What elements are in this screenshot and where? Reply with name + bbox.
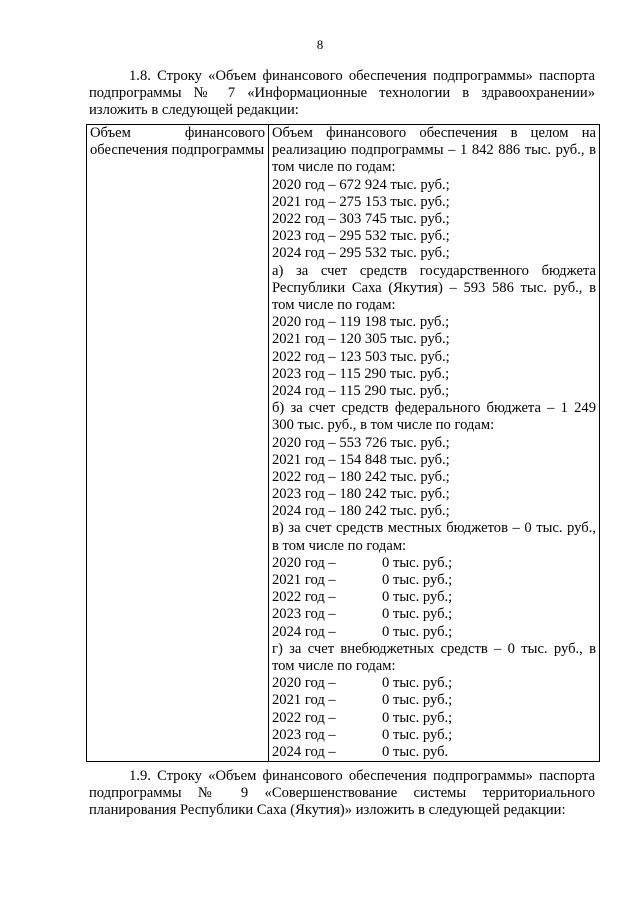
label-text: Объем финансового обеспечения подпрограммы (90, 125, 265, 159)
year-row (272, 710, 596, 727)
year-amount: 0 тыс. руб.; (382, 572, 453, 589)
year-row: 2022 год – 303 745 тыс. руб.; (272, 210, 450, 227)
year-row: 2020 год – 553 726 тыс. руб.; (272, 434, 450, 451)
year-row (272, 692, 596, 709)
total-text: Объем финансового обеспечения в целом на реализацию подпрограммы – 1 842 886 тыс. руб., в том числе по годам: (272, 125, 596, 176)
year-row: 2022 год – 180 242 тыс. руб.; (272, 468, 450, 485)
year-label: 2022 год – (272, 709, 336, 726)
table-row (87, 125, 600, 762)
year-label: 2023 год – (272, 726, 336, 743)
year-label: 2021 год – (272, 692, 336, 709)
extrabudgetary-rows (272, 675, 596, 761)
content-cell (269, 125, 600, 762)
year-row (272, 727, 596, 744)
year-amount: 0 тыс. руб.; (382, 692, 453, 709)
year-amount: 0 тыс. руб.; (382, 726, 453, 743)
paragraph-1-9-text: 1.9. Строку «Объем финансового обеспечения подпрограммы» паспорта подпрограммы № 9 «Совершенствование системы территориального планирования Республики Саха (Якутия)» изложить в следующей редакции: (89, 768, 595, 819)
year-row (272, 572, 596, 589)
year-amount: 0 тыс. руб.; (382, 675, 453, 692)
year-row: 2020 год – 672 924 тыс. руб.; (272, 176, 450, 193)
year-label: 2021 год – (272, 572, 336, 589)
year-row: 2021 год – 154 848 тыс. руб.; (272, 451, 450, 468)
year-row: 2023 год – 180 242 тыс. руб.; (272, 486, 450, 503)
year-label: 2022 год – (272, 589, 336, 606)
paragraph-1-8 (89, 68, 595, 120)
local-budget-text: в) за счет средств местных бюджетов – 0 тыс. руб., в том числе по годам: (272, 520, 596, 554)
state-budget-rows (272, 314, 596, 400)
year-label: 2020 год – (272, 675, 336, 692)
year-row (272, 555, 596, 572)
year-row: 2024 год – 115 290 тыс. руб.; (272, 382, 450, 399)
year-row: 2020 год – 119 198 тыс. руб.; (272, 314, 450, 331)
year-row: 2023 год – 295 532 тыс. руб.; (272, 228, 450, 245)
year-label: 2023 год – (272, 606, 336, 623)
local-budget-rows (272, 555, 596, 641)
year-row: 2024 год – 180 242 тыс. руб.; (272, 503, 450, 520)
year-row (272, 606, 596, 623)
year-row (272, 624, 596, 641)
year-label: 2020 год – (272, 554, 336, 571)
year-amount: 0 тыс. руб.; (382, 554, 453, 571)
page-number: 8 (316, 37, 324, 52)
year-amount: 0 тыс. руб.; (382, 709, 453, 726)
year-row (272, 675, 596, 692)
total-rows (272, 177, 596, 263)
year-row (272, 589, 596, 606)
year-amount: 0 тыс. руб.; (382, 606, 453, 623)
label-cell (87, 125, 269, 762)
state-budget-text: а) за счет средств государственного бюджета Республики Саха (Якутия) – 593 586 тыс. руб., в том числе по годам: (272, 262, 596, 313)
passport-table (86, 124, 600, 762)
year-label: 2024 год – (272, 623, 336, 640)
year-label: 2024 год – (272, 743, 336, 760)
year-amount: 0 тыс. руб.; (382, 589, 453, 606)
year-row: 2021 год – 275 153 тыс. руб.; (272, 193, 450, 210)
year-amount: 0 тыс. руб. (382, 743, 449, 760)
year-amount: 0 тыс. руб.; (382, 623, 453, 640)
year-row: 2022 год – 123 503 тыс. руб.; (272, 348, 450, 365)
federal-budget-rows (272, 435, 596, 521)
paragraph-1-9 (89, 768, 595, 820)
year-row: 2023 год – 115 290 тыс. руб.; (272, 365, 450, 382)
extrabudgetary-text: г) за счет внебюджетных средств – 0 тыс. руб., в том числе по годам: (272, 640, 596, 674)
paragraph-1-8-text: 1.8. Строку «Объем финансового обеспечения подпрограммы» паспорта подпрограммы № 7 «Информационные технологии в здравоохранении» изложить в следующей редакции: (89, 68, 595, 119)
year-row (272, 744, 596, 761)
year-row: 2021 год – 120 305 тыс. руб.; (272, 331, 450, 348)
year-row: 2024 год – 295 532 тыс. руб.; (272, 245, 450, 262)
federal-budget-text: б) за счет средств федерального бюджета – 1 249 300 тыс. руб., в том числе по годам: (272, 400, 596, 434)
